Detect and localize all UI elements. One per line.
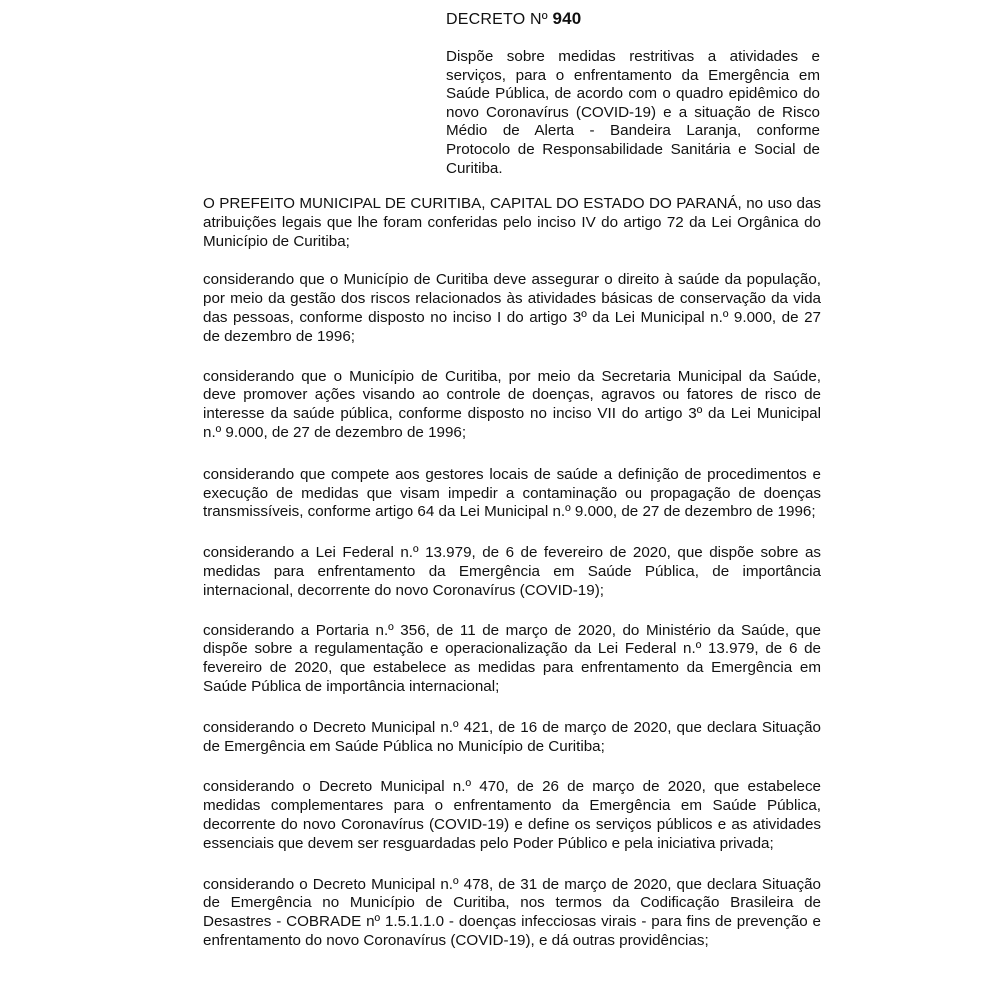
considering-paragraph: considerando a Lei Federal n.º 13.979, de 6 de fevereiro de 2020, que dispõe sobre as medidas para enfrentamento da Emergência em Saúde Pública, de importância internacional, decorrente do novo Coronavírus (COVID-19); <box>203 544 821 599</box>
decree-title <box>446 9 581 30</box>
preamble-paragraph: O PREFEITO MUNICIPAL DE CURITIBA, CAPITAL DO ESTADO DO PARANÁ, no uso das atribuições legais que lhe foram conferidas pelo inciso IV do artigo 72 da Lei Orgânica do Município de Curitiba; <box>203 195 821 250</box>
decree-title-prefix: DECRETO Nº <box>446 11 548 28</box>
decree-summary: Dispõe sobre medidas restritivas a atividades e serviços, para o enfrentamento da Emergência em Saúde Pública, de acordo com o quadro epidêmico do novo Coronavírus (COVID-19) e a situação de Risco Médio de Alerta - Bandeira Laranja, conforme Protocolo de Responsabilidade Sanitária e Social de Curitiba. <box>446 48 820 177</box>
considering-paragraph: considerando o Decreto Municipal n.º 478, de 31 de março de 2020, que declara Situação de Emergência no Município de Curitiba, nos termos da Codificação Brasileira de Desastres - COBRADE nº 1.5.1.1.0 - doenças infecciosas virais - para fins de prevenção e enfrentamento do novo Coronavírus (COVID-19), e dá outras providências; <box>203 875 821 949</box>
considering-paragraph: considerando o Decreto Municipal n.º 421, de 16 de março de 2020, que declara Situação de Emergência em Saúde Pública no Município de Curitiba; <box>203 718 821 755</box>
considering-paragraph: considerando que o Município de Curitiba deve assegurar o direito à saúde da população, por meio da gestão dos riscos relacionados às atividades básicas de conservação da vida das pessoas, conforme disposto no inciso I do artigo 3º da Lei Municipal n.º 9.000, de 27 de dezembro de 1996; <box>203 271 821 345</box>
decree-number: 940 <box>552 9 582 28</box>
considering-paragraph: considerando a Portaria n.º 356, de 11 de março de 2020, do Ministério da Saúde, que dispõe sobre a regulamentação e operacionalização da Lei Federal n.º 13.979, de 6 de fevereiro de 2020, que estabelece as medidas para enfrentamento da Emergência em Saúde Pública de importância internacional; <box>203 621 821 695</box>
considering-paragraph: considerando o Decreto Municipal n.º 470, de 26 de março de 2020, que estabelece medidas complementares para o enfrentamento da Emergência em Saúde Pública, decorrente do novo Coronavírus (COVID-19) e define os serviços públicos e as atividades essenciais que devem ser resguardadas pelo Poder Público e pela iniciativa privada; <box>203 778 821 852</box>
considering-paragraph: considerando que o Município de Curitiba, por meio da Secretaria Municipal da Saúde, deve promover ações visando ao controle de doenças, agravos ou fatores de risco de interesse da saúde pública, conforme disposto no inciso VII do artigo 3º da Lei Municipal n.º 9.000, de 27 de dezembro de 1996; <box>203 367 821 441</box>
decree-body <box>203 195 821 951</box>
considering-paragraph: considerando que compete aos gestores locais de saúde a definição de procedimentos e execução de medidas que visam impedir a contaminação ou propagação de doenças transmissíveis, conforme artigo 64 da Lei Municipal n.º 9.000, de 27 de dezembro de 1996; <box>203 465 821 521</box>
